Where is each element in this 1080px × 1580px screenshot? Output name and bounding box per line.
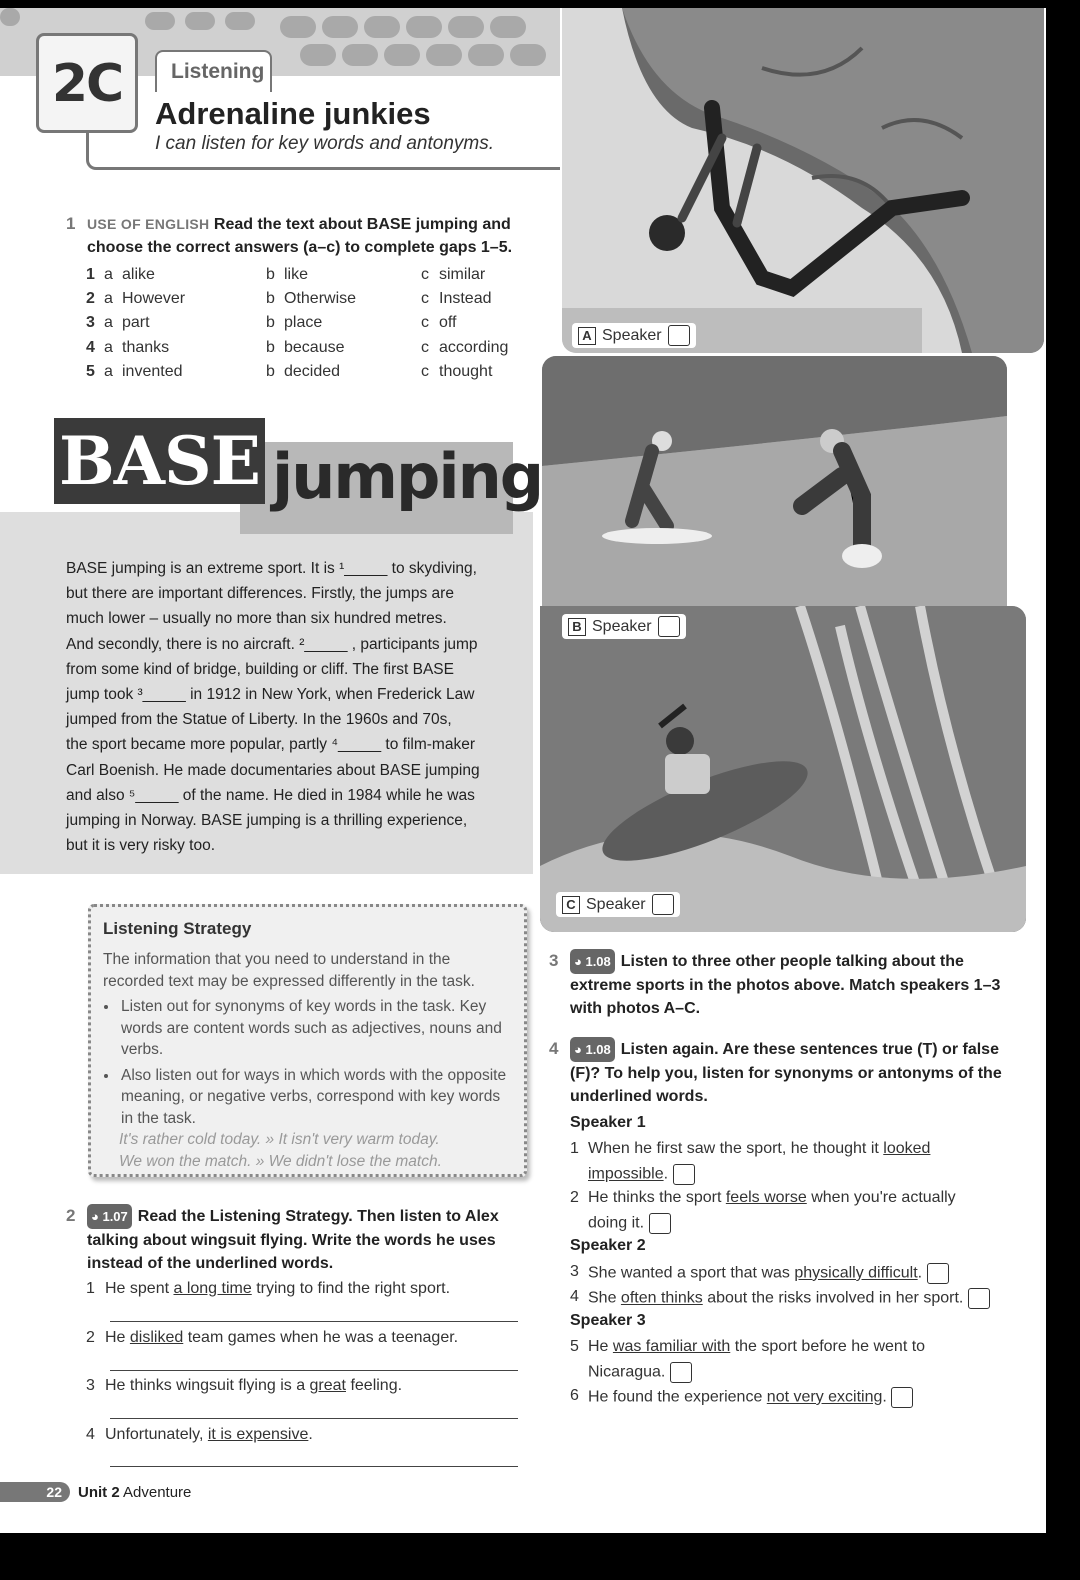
article-line: and also ⁵_____ of the name. He died in 1984 while he was	[66, 786, 475, 804]
article-line: And secondly, there is no aircraft. ²_____ , participants jump	[66, 635, 478, 653]
option-2c[interactable]: Instead	[439, 290, 492, 307]
speaker-answer-box[interactable]	[668, 325, 690, 346]
article-title-jumping: jumping	[272, 440, 543, 513]
page-subtitle: I can listen for key words and antonyms.	[155, 133, 494, 154]
answer-line[interactable]	[110, 1418, 518, 1419]
option-4c[interactable]: according	[439, 339, 509, 356]
item-number: 1	[570, 1140, 579, 1157]
option-row: 1 a alike	[86, 266, 155, 283]
strategy-example: It's rather cold today. » It isn't very warm today.	[119, 1131, 440, 1148]
ex4-sentence-3: She wanted a sport that was physically difficult.	[588, 1263, 949, 1284]
option-4a[interactable]: thanks	[122, 339, 170, 356]
article-line: jumping in Norway. BASE jumping is a thrilling experience,	[66, 812, 468, 830]
option-3c[interactable]: off	[439, 314, 457, 331]
option-5b[interactable]: decided	[284, 363, 341, 380]
option-2b[interactable]: Otherwise	[284, 290, 357, 307]
item-number: 3	[86, 1377, 95, 1394]
article-line: much lower – usually no more than six hundred metres.	[66, 610, 447, 628]
answer-line[interactable]	[110, 1321, 518, 1322]
answer-line[interactable]	[110, 1466, 518, 1467]
option-1a[interactable]: alike	[122, 266, 155, 283]
true-false-box[interactable]	[891, 1387, 913, 1408]
option-4b[interactable]: because	[284, 339, 345, 356]
ex4-sentence-2: He thinks the sport feels worse when you're actually	[588, 1189, 956, 1206]
option-5a[interactable]: invented	[122, 363, 183, 380]
true-false-box[interactable]	[927, 1263, 949, 1284]
workbook-page: 2C Listening Adrenaline junkies I can listen for key words and antonyms. 1 USE OF ENGLISH Read the text about BASE jumping and choose the correct answers (a–c) to complete gaps 1–5. 1 a alike b like c similar 2 a However b Otherwise c Instead 3 a part b place c off 4 a thanks b because c according 5 a invented b decided c thought BASE jumping BASE jumping is an extreme sport. It is ¹_____ to skydiving, but there are important differences. Firstly, the jumps are much lower – usually no more than six hundred metres. And secondly, there is no aircraft. ²_____ , participants jump from some kind of bridge, building or cliff. The first BASE jump took ³_____ in 1912 in New York, when Frederick Law jumped from the Statue of Liberty. In the 1960s and 70s, the sport became more popular, partly ⁴_____ to film-maker Carl Boenish. He made documentaries about BASE jumping and also ⁵_____ of the name. He died in 1984 while he was jumping in Norway. BASE jumping is a thrilling experience, but it is very risky too. Listening Strategy The information that you need to understand in the recorded text may be expressed differently in the task. • Listen out for synonyms of key words in the task. Key words are content words such as adjectives, nouns and verbs. • Also listen out for ways in which words with the opposite meaning, or negative verbs, correspond with key words in the task. It's rather cold today. » It isn't very warm today. We won the match. » We didn't lose the match. 2 ◕ 1.07 Read the Listening Strategy. Then listen to Alex talking about wingsuit flying. Write the words he uses instead of the underlined words. 1 He spent a long time trying to find the right sport. 2 He disliked team games when he was a teenager. 3 He thinks wingsuit flying is a great feeling. 4 Unfortunately, it is expensive. A Speaker B Speaker C Speaker 3 ◕ 1.08 Listen to three other people talking about the extreme sports in the photos above. Match speakers 1–3 with photos A–C. 4 ◕ 1.08 Listen again. Are these sentences true (T) or false (F)? To help you, listen for synonyms or antonyms of the underlined words. Speaker 1 1 When he first saw the sport, he thought it looked impossible. 2 He thinks the sport feels worse when you're actually doing it. Speaker 2 3 She wanted a sport that was physically difficult. 4 She often thinks about the risks involved in her sport. Speaker 3 5 He was familiar with the sport before he went to Nicaragua. 6 He found the experience not very exciting. 22 Unit 2 Adventure	[0, 8, 1046, 1533]
photo-b-label	[562, 614, 686, 639]
true-false-box[interactable]	[670, 1362, 692, 1383]
article-line: jumped from the Statue of Liberty. In the 1960s and 70s,	[66, 711, 452, 729]
photo-letter-c: C	[562, 896, 580, 914]
speaker-heading: Speaker 2	[570, 1237, 646, 1254]
photo-a-label	[572, 323, 696, 348]
ex4-sentence-1: When he first saw the sport, he thought it looked	[588, 1140, 931, 1157]
item-number: 2	[570, 1189, 579, 1206]
speaker-label: Speaker	[592, 617, 652, 635]
audio-track-badge[interactable]: ◕ 1.07	[87, 1204, 132, 1229]
option-1c[interactable]: similar	[439, 266, 486, 283]
ex4-instruction: ◕ 1.08 Listen again. Are these sentences true (T) or false (F)? To help you, listen for synonyms or antonyms of the underlined words.	[570, 1037, 1010, 1108]
true-false-box[interactable]	[649, 1213, 671, 1234]
item-number: 1	[86, 1280, 95, 1297]
option-5c[interactable]: thought	[439, 363, 493, 380]
page-number: 22	[0, 1482, 70, 1502]
ex2-number: 2	[66, 1206, 76, 1225]
article-line: the sport became more popular, partly ⁴_____ to film-maker	[66, 736, 475, 754]
article-line: BASE jumping is an extreme sport. It is ¹_____ to skydiving,	[66, 560, 477, 577]
speaker-label: Speaker	[602, 326, 662, 344]
option-3a[interactable]: part	[122, 314, 150, 331]
speaker-heading: Speaker 3	[570, 1312, 646, 1329]
ex2-item-2: He disliked team games when he was a teenager.	[105, 1329, 459, 1346]
ex2-instruction: ◕ 1.07 Read the Listening Strategy. Then listen to Alex talking about wingsuit flying. Write the words he uses instead of the underlined words.	[87, 1204, 527, 1275]
strategy-bullet: • Listen out for synonyms of key words in the task. Key words are content words such as adjectives, nouns and verbs.	[119, 996, 512, 1061]
photo-c-label	[556, 892, 680, 917]
article-title-base: BASE	[54, 418, 265, 504]
section-tab: Listening	[155, 50, 272, 92]
ex2-item-4: Unfortunately, it is expensive.	[105, 1426, 313, 1443]
article-line: Carl Boenish. He made documentaries about BASE jumping	[66, 761, 480, 779]
option-row: 5 a invented	[86, 363, 183, 380]
ex3-number: 3	[549, 951, 559, 970]
article-line: jump took ³_____ in 1912 in New York, when Frederick Law	[66, 686, 475, 704]
ex4-sentence-1-cont: impossible.	[588, 1164, 695, 1185]
article-body	[66, 556, 511, 858]
ex1-instruction	[87, 213, 527, 259]
audio-track-badge[interactable]: ◕ 1.08	[570, 949, 615, 974]
ex4-sentence-5-cont: Nicaragua.	[588, 1362, 692, 1383]
answer-line[interactable]	[110, 1370, 518, 1371]
option-1b[interactable]: like	[284, 266, 309, 283]
ex4-number: 4	[549, 1039, 559, 1058]
true-false-box[interactable]	[968, 1288, 990, 1309]
option-2a[interactable]: However	[122, 290, 186, 307]
ex2-item-1: He spent a long time trying to find the right sport.	[105, 1280, 451, 1297]
audio-track-badge[interactable]: ◕ 1.08	[570, 1037, 615, 1062]
strategy-bullet: • Also listen out for ways in which words with the opposite meaning, or negative verbs, correspond with key words in the task.	[119, 1065, 512, 1130]
use-of-english-tag: USE OF ENGLISH	[87, 216, 210, 232]
ex4-sentence-5: He was familiar with the sport before he went to	[588, 1338, 926, 1355]
article-line: but there are important differences. Firstly, the jumps are	[66, 585, 454, 603]
true-false-box[interactable]	[673, 1164, 695, 1185]
item-number: 5	[570, 1338, 579, 1355]
article-line: from some kind of bridge, building or cliff. The first BASE	[66, 660, 454, 678]
photo-c-kayaking	[540, 606, 1026, 932]
ex2-item-3: He thinks wingsuit flying is a great feeling.	[105, 1377, 403, 1394]
speaker-answer-box[interactable]	[658, 616, 680, 637]
item-number: 4	[86, 1426, 95, 1443]
footer-unit: Unit 2 Adventure	[78, 1484, 192, 1501]
strategy-intro: The information that you need to understand in the recorded text may be expressed differently in the task.	[103, 951, 475, 990]
speaker-label: Speaker	[586, 895, 646, 913]
speaker-answer-box[interactable]	[652, 894, 674, 915]
option-row: 4 a thanks	[86, 339, 170, 356]
unit-code-badge: 2C	[36, 33, 138, 133]
ex4-sentence-2-cont: doing it.	[588, 1213, 671, 1234]
article-line: but it is very risky too.	[66, 837, 216, 855]
option-row: 2 a However	[86, 290, 186, 307]
strategy-example: We won the match. » We didn't lose the match.	[119, 1152, 442, 1170]
ex1-number: 1	[66, 214, 76, 233]
strategy-title: Listening Strategy	[103, 919, 252, 938]
speaker-heading: Speaker 1	[570, 1114, 646, 1131]
item-number: 6	[570, 1387, 579, 1404]
photo-letter-b: B	[568, 618, 586, 636]
item-number: 4	[570, 1288, 579, 1305]
ex4-sentence-6: He found the experience not very exciting.	[588, 1387, 913, 1408]
option-3b[interactable]: place	[284, 314, 323, 331]
option-row: 3 a part	[86, 314, 150, 331]
listening-strategy-box	[88, 904, 527, 1177]
page-title: Adrenaline junkies	[155, 96, 431, 131]
photo-letter-a: A	[578, 327, 596, 345]
ex1-instruction-line1: Read the text about BASE jumping and	[213, 216, 511, 233]
photo-a-climbing	[562, 8, 1044, 353]
ex3-instruction: ◕ 1.08 Listen to three other people talking about the extreme sports in the photos above. Match speakers 1–3 with photos A–C.	[570, 949, 1010, 1020]
ex4-sentence-4: She often thinks about the risks involved in her sport.	[588, 1288, 990, 1309]
ex1-instruction-line2: choose the correct answers (a–c) to complete gaps 1–5.	[87, 239, 513, 256]
item-number: 3	[570, 1263, 579, 1280]
item-number: 2	[86, 1329, 95, 1346]
